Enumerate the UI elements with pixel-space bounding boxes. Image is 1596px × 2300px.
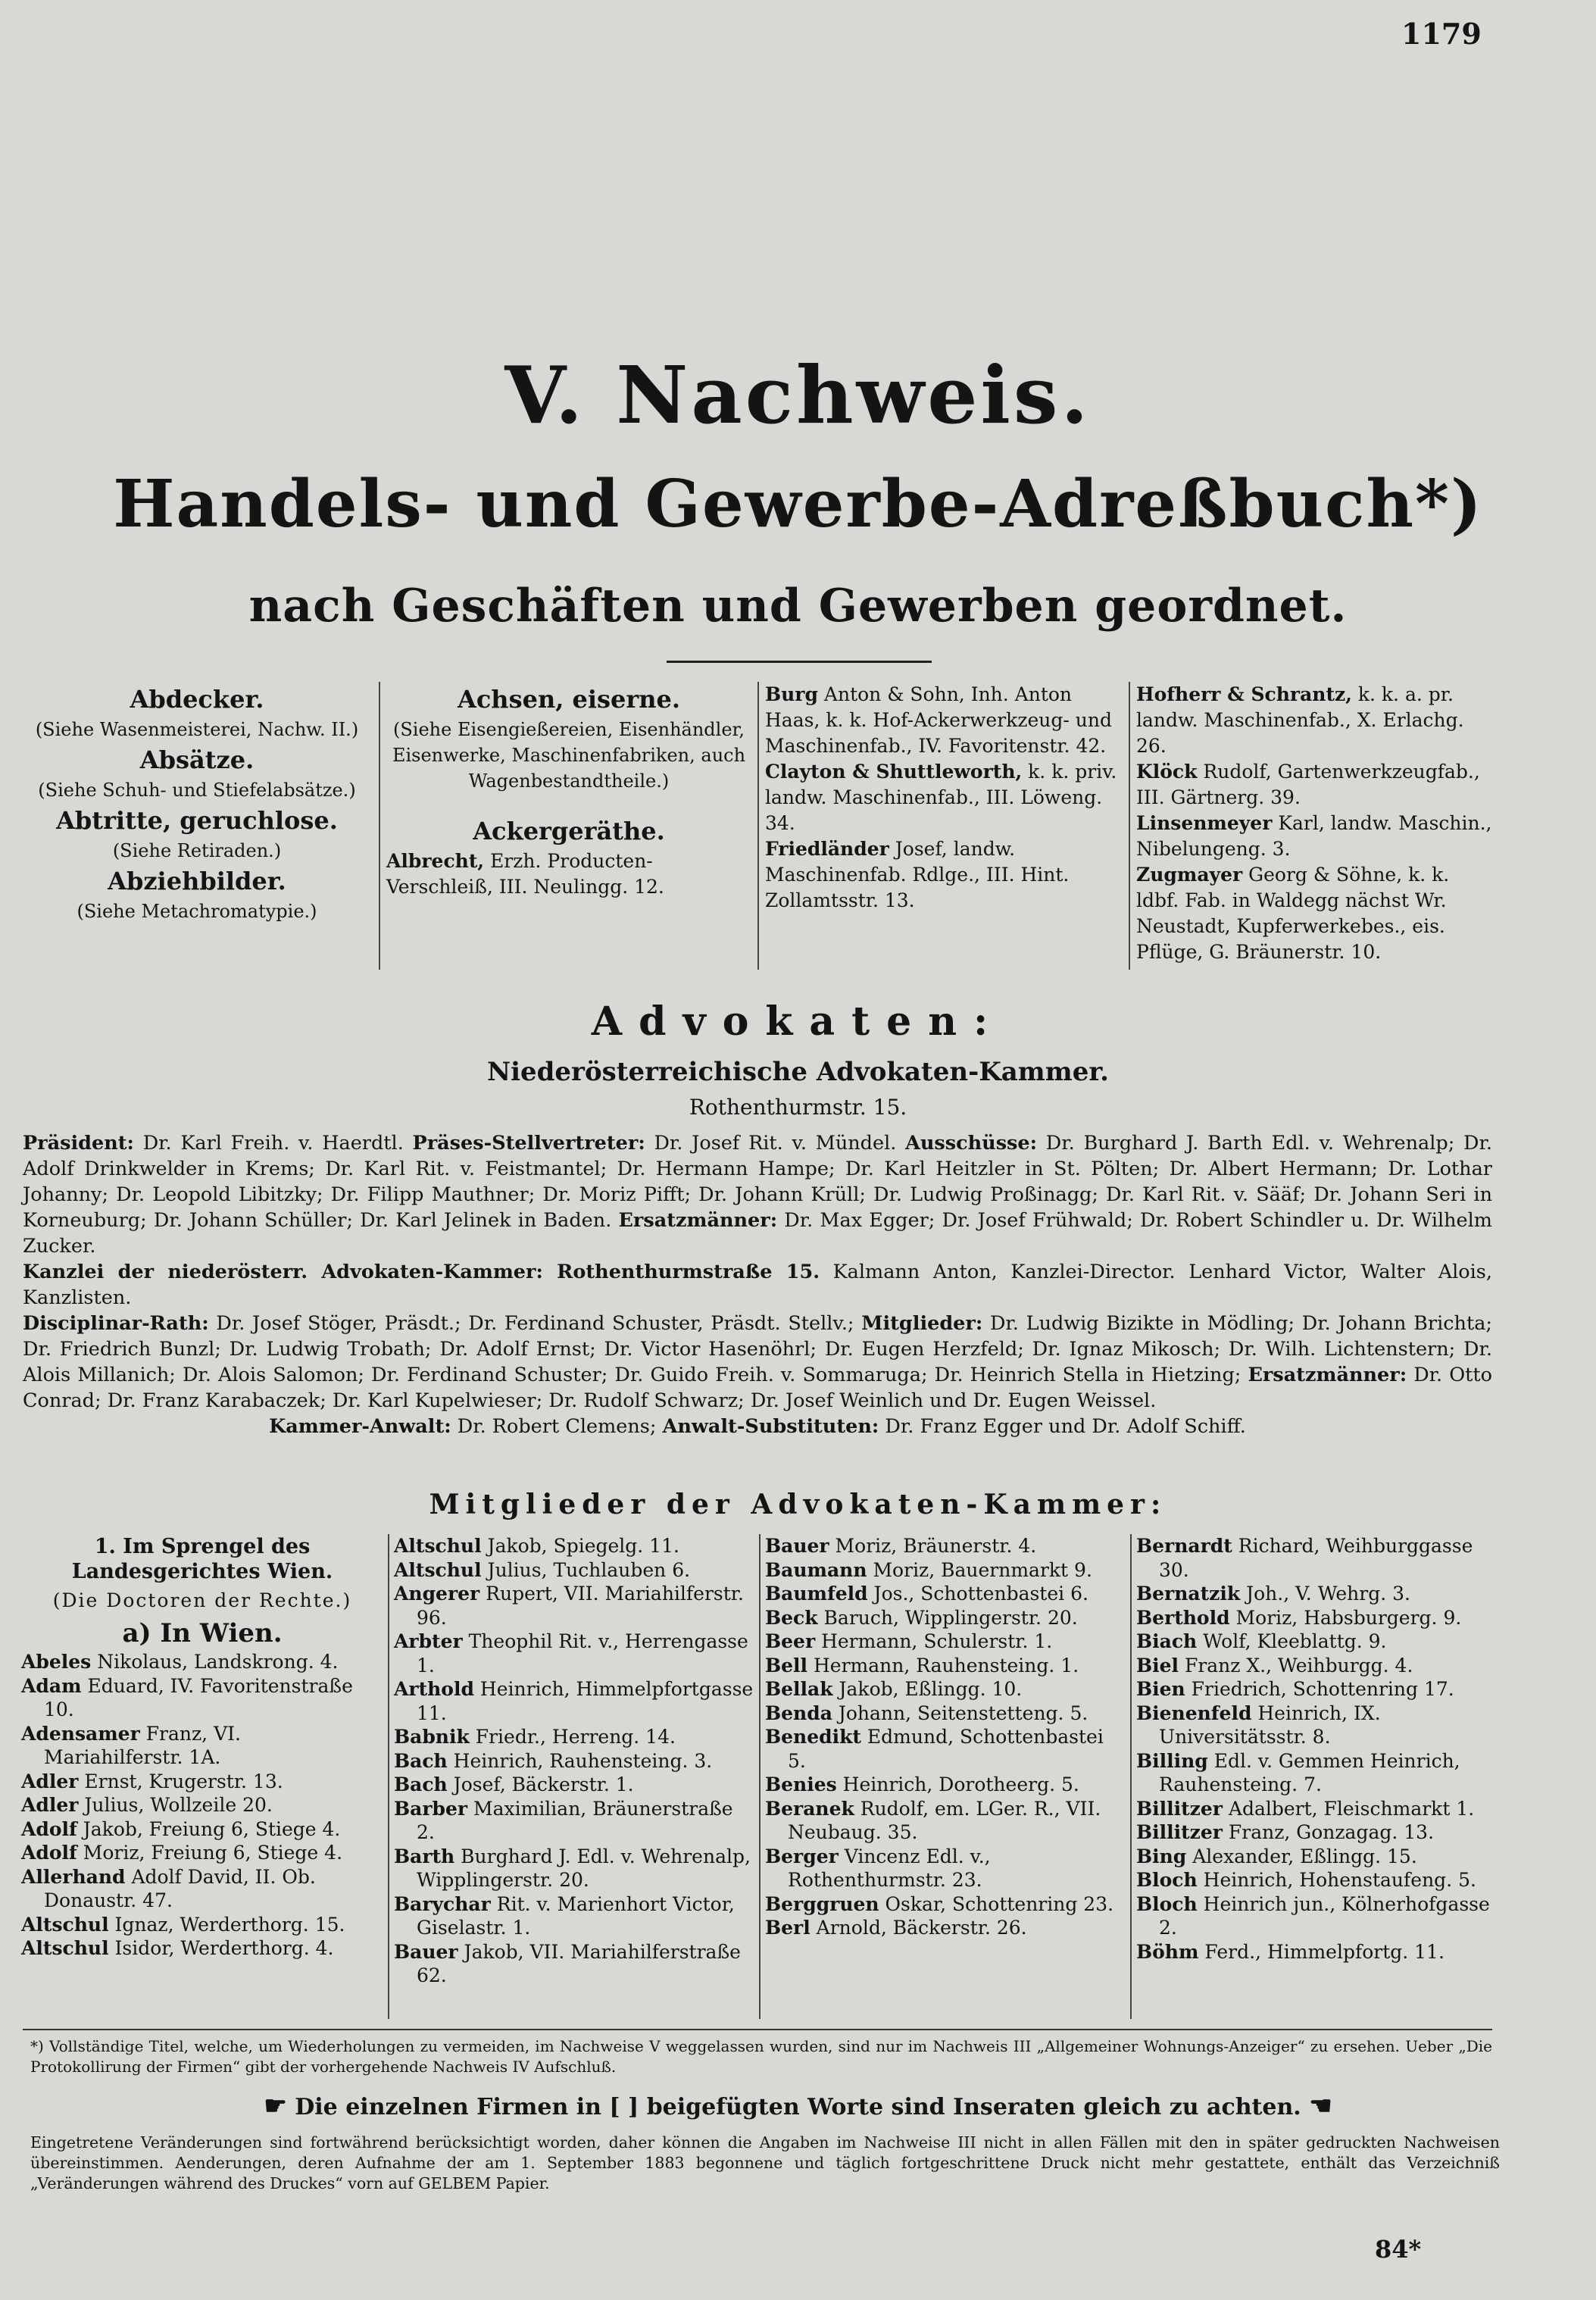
member-name: Adler bbox=[21, 1794, 79, 1816]
member-address: Rudolf, em. LGer. R., VII. Neubaug. 35. bbox=[788, 1797, 1101, 1843]
role-label: Disciplinar-Rath: bbox=[23, 1312, 209, 1335]
footnote: *) Vollständige Titel, welche, um Wiederholungen zu vermeiden, im Nachweise V weggelassen wurden, sind nur im Nachweis III „Allgemeiner Wohnungs-Anzeiger“ zu ersehen. Ueber „Die Protokollirung der Firmen“ gibt der vorhergehende Nachweis IV Aufschluß. bbox=[30, 2037, 1492, 2076]
footnote-divider bbox=[23, 2029, 1492, 2030]
member-entry bbox=[1136, 1534, 1497, 1582]
member-entry bbox=[21, 1817, 383, 1842]
member-address: Josef, Bäckerstr. 1. bbox=[447, 1773, 634, 1795]
business-details: k. k. a. pr. landw. Maschinenfab., X. Erlachg. 26. bbox=[1136, 683, 1464, 757]
changes-notice: Eingetretene Veränderungen sind fortwährend berücksichtigt worden, daher können die Angaben im Nachweise III nicht in allen Fällen mit den in später gedruckten Nachweisen übereinstimmen. Aenderungen, deren Aufnahme der am 1. September 1883 begonnene und täglich fortgeschrittene Druck nicht mehr gestattete, enthält das Verzeichniß „Veränderungen während des Druckes“ vorn auf GELBEM Papier. bbox=[30, 2133, 1500, 2192]
trade-index-column-3 bbox=[757, 682, 1129, 970]
member-name: Allerhand bbox=[21, 1865, 126, 1888]
member-address: Ernst, Krugerstr. 13. bbox=[78, 1770, 283, 1792]
member-entry bbox=[394, 1773, 754, 1797]
members-list bbox=[17, 1534, 1501, 2019]
member-entry bbox=[394, 1558, 754, 1583]
pointing-hand-icon: ☚ bbox=[1309, 2091, 1332, 2121]
title-divider bbox=[667, 661, 932, 663]
members-column-3 bbox=[759, 1534, 1130, 2019]
member-name: Bien bbox=[1136, 1678, 1185, 1700]
role-label: Kammer-Anwalt: bbox=[269, 1415, 451, 1438]
member-entry bbox=[765, 1582, 1126, 1606]
member-address: Theophil Rit. v., Herrengasse 1. bbox=[417, 1630, 748, 1677]
sheet-signature: 84* bbox=[1375, 2235, 1422, 2264]
member-name: Angerer bbox=[394, 1583, 480, 1605]
member-entry bbox=[765, 1916, 1126, 1940]
member-entry bbox=[765, 1677, 1126, 1702]
business-details: k. k. priv. landw. Maschinenfab., III. Löweng. 34. bbox=[765, 761, 1117, 834]
business-details: Karl, landw. Maschin., Nibelungeng. 3. bbox=[1136, 812, 1492, 860]
member-entry bbox=[394, 1582, 754, 1630]
member-entry bbox=[1136, 1654, 1497, 1678]
member-address: Adolf David, II. Ob. Donaustr. 47. bbox=[44, 1865, 316, 1911]
business-entry bbox=[386, 848, 751, 900]
member-address: Richard, Weihburggasse 30. bbox=[1159, 1535, 1473, 1581]
member-name: Böhm bbox=[1136, 1940, 1199, 1963]
member-entry bbox=[765, 1797, 1126, 1845]
member-address: Julius, Wollzeile 20. bbox=[78, 1794, 273, 1816]
member-address: Jakob, Spiegelg. 11. bbox=[481, 1535, 679, 1557]
member-entry bbox=[765, 1773, 1126, 1797]
member-entry bbox=[1136, 1582, 1497, 1606]
member-name: Arbter bbox=[394, 1630, 463, 1652]
business-entry bbox=[1136, 862, 1494, 965]
member-entry bbox=[394, 1630, 754, 1677]
member-address: Rit. v. Marienhort Victor, Giselastr. 1. bbox=[417, 1892, 735, 1939]
member-entry bbox=[21, 1674, 383, 1722]
member-address: Isidor, Werderthorg. 4. bbox=[108, 1937, 334, 1959]
member-address: Vincenz Edl. v., Rothenthurmstr. 23. bbox=[788, 1845, 991, 1891]
member-address: Jakob, Freiung 6, Stiege 4. bbox=[77, 1817, 341, 1840]
role-names: Dr. Josef Stöger, Präsdt.; Dr. Ferdinand Schuster, Präsdt. Stellv.; bbox=[208, 1312, 862, 1335]
member-name: Berthold bbox=[1136, 1606, 1230, 1629]
trade-heading: Abdecker. bbox=[130, 685, 264, 714]
member-address: Moriz, Bräunerstr. 4. bbox=[829, 1535, 1037, 1557]
member-entry bbox=[394, 1940, 754, 1988]
member-name: Arthold bbox=[394, 1678, 474, 1700]
role-label: Präsident: bbox=[23, 1132, 134, 1155]
trade-heading: Abtritte, geruchlose. bbox=[56, 806, 338, 835]
member-address: Eduard, IV. Favoritenstraße 10. bbox=[44, 1674, 353, 1720]
trade-entry bbox=[21, 682, 373, 742]
member-entry bbox=[21, 1722, 383, 1770]
business-entry bbox=[1136, 811, 1494, 862]
member-entry bbox=[1136, 1797, 1497, 1821]
member-address: Heinrich, Himmelpfortgasse 11. bbox=[417, 1678, 754, 1724]
role-label: Präses-Stellvertreter: bbox=[412, 1132, 645, 1155]
member-entry bbox=[394, 1845, 754, 1892]
district-heading: 1. Im Sprengel des Landesgerichtes Wien. bbox=[71, 1535, 333, 1583]
business-entry bbox=[1136, 682, 1494, 759]
member-name: Adam bbox=[21, 1674, 82, 1697]
kammer-paragraph bbox=[23, 1130, 1492, 1259]
member-entry bbox=[394, 1892, 754, 1940]
trade-reference: (Siehe Metachromatypie.) bbox=[77, 901, 317, 922]
member-name: Baumfeld bbox=[765, 1583, 868, 1605]
member-address: Franz, VI. Mariahilferstr. 1A. bbox=[44, 1722, 241, 1768]
member-address: Hermann, Rauhensteing. 1. bbox=[807, 1654, 1079, 1677]
member-entry bbox=[765, 1845, 1126, 1892]
business-entry bbox=[765, 759, 1123, 836]
role-label: Ersatzmänner: bbox=[618, 1209, 778, 1232]
business-entry bbox=[765, 836, 1123, 914]
city-heading: a) In Wien. bbox=[122, 1617, 283, 1648]
member-address: Jakob, Eßlingg. 10. bbox=[832, 1678, 1023, 1700]
pointing-hand-icon: ☛ bbox=[264, 2091, 287, 2121]
role-label: Anwalt-Substituten: bbox=[662, 1415, 879, 1438]
member-name: Berger bbox=[765, 1845, 839, 1867]
member-entry bbox=[394, 1534, 754, 1558]
member-name: Adolf bbox=[21, 1817, 77, 1840]
member-address: Friedrich, Schottenring 17. bbox=[1185, 1678, 1454, 1700]
member-name: Beer bbox=[765, 1630, 816, 1652]
member-address: Jos., Schottenbastei 6. bbox=[867, 1583, 1088, 1605]
kammer-paragraph bbox=[23, 1414, 1492, 1439]
business-name: Friedländer bbox=[765, 838, 889, 860]
member-address: Heinrich, Dorotheerg. 5. bbox=[836, 1773, 1079, 1795]
member-entry bbox=[21, 1913, 383, 1937]
member-entry bbox=[1136, 1749, 1497, 1797]
member-name: Berggruen bbox=[765, 1892, 879, 1915]
role-names: Dr. Ludwig Bizikte in Mödling; Dr. Johann Brichta; Dr. Friedrich Bunzl; Dr. Ludwig Trobath; Dr. Adolf Ernst; Dr. Victor Hasenöhrl; Dr. Eugen Herzfeld; Dr. Ignaz Mikosch; Dr. Wilh. Lichtenstern; Dr. Alois Millanich; Dr. Alois Salomon; Dr. Ferdinand Schuster; Dr. Guido Freih. v. Sommaruga; Dr. Heinrich Stella in Hietzing; bbox=[23, 1312, 1493, 1386]
role-label: Mitglieder: bbox=[861, 1312, 983, 1335]
member-entry bbox=[1136, 1606, 1497, 1630]
member-name: Benedikt bbox=[765, 1726, 861, 1748]
member-entry bbox=[21, 1936, 383, 1961]
member-address: Julius, Tuchlauben 6. bbox=[481, 1558, 691, 1581]
trade-entry bbox=[21, 742, 373, 803]
trade-heading: Abziehbilder. bbox=[108, 867, 286, 895]
trade-entry bbox=[21, 864, 373, 924]
section-title: V. Nachweis. bbox=[504, 348, 1092, 442]
member-name: Altschul bbox=[21, 1937, 109, 1959]
business-entry bbox=[765, 682, 1123, 759]
member-address: Nikolaus, Landskrong. 4. bbox=[91, 1651, 339, 1673]
member-entry bbox=[21, 1865, 383, 1913]
member-name: Bloch bbox=[1136, 1892, 1198, 1915]
member-entry bbox=[21, 1793, 383, 1817]
business-name: Burg bbox=[765, 683, 818, 705]
member-entry bbox=[765, 1630, 1126, 1654]
member-entry bbox=[1136, 1702, 1497, 1749]
member-name: Bloch bbox=[1136, 1869, 1198, 1891]
trade-heading: Achsen, eiserne. bbox=[457, 685, 680, 714]
member-name: Bienenfeld bbox=[1136, 1702, 1252, 1724]
member-name: Bing bbox=[1136, 1845, 1187, 1867]
member-entry bbox=[1136, 1845, 1497, 1869]
member-entry bbox=[1136, 1820, 1497, 1845]
member-entry bbox=[1136, 1630, 1497, 1654]
member-name: Bach bbox=[394, 1749, 448, 1772]
member-address: Moriz, Habsburgerg. 9. bbox=[1229, 1606, 1462, 1629]
member-address: Heinrich, Rauhensteing. 3. bbox=[447, 1749, 713, 1772]
member-name: Adler bbox=[21, 1770, 79, 1792]
trade-entry bbox=[21, 803, 373, 864]
trade-reference: (Siehe Schuh- und Stiefelabsätze.) bbox=[38, 780, 356, 801]
page-number: 1179 bbox=[1401, 17, 1482, 51]
member-address: Maximilian, Bräunerstraße 2. bbox=[417, 1797, 733, 1843]
member-entry bbox=[21, 1650, 383, 1674]
kammer-officers bbox=[23, 1130, 1492, 1439]
members-column-4 bbox=[1130, 1534, 1501, 2019]
member-address: Oskar, Schottenring 23. bbox=[879, 1892, 1114, 1915]
member-name: Bauer bbox=[394, 1940, 458, 1963]
member-entry bbox=[765, 1702, 1126, 1726]
role-names: Dr. Karl Freih. v. Haerdtl. bbox=[133, 1132, 413, 1155]
member-name: Babnik bbox=[394, 1726, 470, 1748]
trade-reference: (Siehe Wasenmeisterei, Nachw. II.) bbox=[35, 719, 359, 740]
member-name: Adensamer bbox=[21, 1722, 140, 1745]
member-address: Edl. v. Gemmen Heinrich, Rauhensteing. 7. bbox=[1159, 1749, 1460, 1795]
trade-index-column-1 bbox=[15, 682, 379, 970]
member-entry bbox=[765, 1534, 1126, 1558]
book-subtitle: nach Geschäften und Gewerben geordnet. bbox=[248, 580, 1348, 633]
member-entry bbox=[394, 1725, 754, 1749]
kammer-heading: Niederösterreichische Advokaten-Kammer. bbox=[487, 1057, 1109, 1087]
kammer-paragraph bbox=[23, 1311, 1492, 1414]
member-address: Jakob, VII. Mariahilferstraße 62. bbox=[417, 1940, 741, 1986]
member-name: Billitzer bbox=[1136, 1821, 1223, 1843]
member-entry bbox=[394, 1797, 754, 1845]
member-entry bbox=[1136, 1892, 1497, 1940]
business-name: Klöck bbox=[1136, 761, 1198, 783]
member-entry bbox=[21, 1841, 383, 1865]
member-name: Beck bbox=[765, 1606, 818, 1629]
business-details: Georg & Söhne, k. k. ldbf. Fab. in Waldegg nächst Wr. Neustadt, Kupferwerkebes., eis. Pflüge, G. Bräunerstr. 10. bbox=[1136, 864, 1450, 963]
member-address: Moriz, Bauernmarkt 9. bbox=[867, 1558, 1092, 1581]
member-address: Baruch, Wipplingerstr. 20. bbox=[817, 1606, 1078, 1629]
member-address: Johann, Seitenstetteng. 5. bbox=[832, 1702, 1088, 1724]
kammer-paragraph bbox=[23, 1259, 1492, 1311]
member-name: Biach bbox=[1136, 1630, 1198, 1652]
member-name: Altschul bbox=[394, 1558, 482, 1581]
role-names: Kalmann Anton, Kanzlei-Director. Lenhard Victor, Walter Alois, Kanzlisten. bbox=[23, 1261, 1493, 1309]
business-details: Anton & Sohn, Inh. Anton Haas, k. k. Hof-Ackerwerkzeug- und Maschinenfab., IV. Favoritenstr. 42. bbox=[765, 683, 1112, 757]
business-details: Erzh. Producten-Verschleiß, III. Neulingg. 12. bbox=[386, 850, 664, 898]
trade-heading: Ackergeräthe. bbox=[473, 817, 665, 845]
member-name: Altschul bbox=[394, 1535, 482, 1557]
member-entry bbox=[765, 1558, 1126, 1583]
advokaten-heading: Advokaten: bbox=[591, 998, 1005, 1045]
role-label: Ausschüsse: bbox=[905, 1132, 1038, 1155]
member-address: Franz, Gonzagag. 13. bbox=[1222, 1821, 1435, 1843]
member-entry bbox=[1136, 1868, 1497, 1892]
member-address: Heinrich, IX. Universitätsstr. 8. bbox=[1159, 1702, 1381, 1748]
member-name: Barber bbox=[394, 1797, 468, 1820]
business-name: Zugmayer bbox=[1136, 864, 1243, 886]
member-name: Adolf bbox=[21, 1842, 77, 1864]
trade-index-column-4 bbox=[1129, 682, 1500, 970]
trade-heading: Absätze. bbox=[139, 745, 255, 774]
member-name: Bauer bbox=[765, 1535, 829, 1557]
member-address: Adalbert, Fleischmarkt 1. bbox=[1222, 1797, 1475, 1820]
member-entry bbox=[765, 1654, 1126, 1678]
member-name: Billing bbox=[1136, 1749, 1208, 1772]
trade-index-column-2 bbox=[379, 682, 757, 970]
member-name: Benda bbox=[765, 1702, 832, 1724]
member-address: Heinrich, Hohenstaufeng. 5. bbox=[1197, 1869, 1476, 1891]
member-name: Billitzer bbox=[1136, 1797, 1223, 1820]
member-entry bbox=[21, 1770, 383, 1794]
member-address: Wolf, Kleeblattg. 9. bbox=[1197, 1630, 1387, 1652]
notice-text: Die einzelnen Firmen in [ ] beigefügten Worte sind Inseraten gleich zu achten. bbox=[295, 2094, 1301, 2120]
role-label: Ersatzmänner: bbox=[1248, 1364, 1407, 1386]
trade-index bbox=[15, 682, 1500, 970]
member-name: Barth bbox=[394, 1845, 455, 1867]
business-details: Rudolf, Gartenwerkzeugfab., III. Gärtnerg. 39. bbox=[1136, 761, 1480, 808]
member-name: Barychar bbox=[394, 1892, 491, 1915]
member-entry bbox=[765, 1725, 1126, 1773]
member-name: Benies bbox=[765, 1773, 837, 1795]
member-name: Bellak bbox=[765, 1678, 833, 1700]
district-note: (Die Doctoren der Rechte.) bbox=[52, 1589, 352, 1611]
member-address: Arnold, Bäckerstr. 26. bbox=[810, 1917, 1027, 1939]
members-column-1 bbox=[17, 1534, 388, 2019]
role-names: Dr. Robert Clemens; bbox=[451, 1415, 663, 1438]
member-name: Bernardt bbox=[1136, 1535, 1232, 1557]
business-name: Hofherr & Schrantz, bbox=[1136, 683, 1352, 705]
member-address: Rupert, VII. Mariahilferstr. 96. bbox=[417, 1583, 744, 1629]
business-entry bbox=[1136, 759, 1494, 811]
member-address: Franz X., Weihburgg. 4. bbox=[1179, 1654, 1413, 1677]
role-names: Dr. Otto Conrad; Dr. Franz Karabaczek; Dr. Karl Kupelwieser; Dr. Rudolf Schwarz; Dr. Josef Weinlich und Dr. Eugen Weissel. bbox=[23, 1364, 1492, 1412]
member-entry bbox=[1136, 1940, 1497, 1964]
business-details: Josef, landw. Maschinenfab. Rdlge., III. Hint. Zollamtsstr. 13. bbox=[765, 838, 1070, 911]
member-name: Altschul bbox=[21, 1913, 109, 1936]
member-name: Berl bbox=[765, 1917, 810, 1939]
role-names: Dr. Franz Egger und Dr. Adolf Schiff. bbox=[879, 1415, 1246, 1438]
member-name: Biel bbox=[1136, 1654, 1179, 1677]
member-address: Burghard J. Edl. v. Wehrenalp, Wipplingerstr. 20. bbox=[417, 1845, 751, 1891]
member-name: Abeles bbox=[21, 1651, 92, 1673]
member-entry bbox=[1136, 1677, 1497, 1702]
member-address: Joh., V. Wehrg. 3. bbox=[1240, 1583, 1410, 1605]
role-names: Dr. Burghard J. Barth Edl. v. Wehrenalp; Dr. Adolf Drinkwelder in Krems; Dr. Karl Rit. v. Feistmantel; Dr. Hermann Hampe; Dr. Karl Heitzler in St. Pölten; Dr. Albert Hermann; Dr. Lothar Johanny; Dr. Leopold Libitzky; Dr. Filipp Mauthner; Dr. Moriz Pifft; Dr. Johann Krüll; Dr. Ludwig Proßinagg; Dr. Karl Rit. v. Sääf; Dr. Johann Seri in Korneuburg; Dr. Johann Schüller; Dr. Karl Jelinek in Baden. bbox=[23, 1132, 1492, 1232]
trade-reference: (Siehe Retiraden.) bbox=[112, 840, 282, 861]
members-heading: Mitglieder der Advokaten-Kammer: bbox=[429, 1489, 1167, 1520]
member-address: Friedr., Herreng. 14. bbox=[469, 1726, 676, 1748]
member-address: Moriz, Freiung 6, Stiege 4. bbox=[77, 1842, 343, 1864]
member-entry bbox=[394, 1749, 754, 1773]
member-name: Baumann bbox=[765, 1558, 867, 1581]
member-entry bbox=[765, 1606, 1126, 1630]
member-address: Ferd., Himmelpfortg. 11. bbox=[1198, 1940, 1445, 1963]
inserate-notice bbox=[0, 2091, 1596, 2121]
role-label: Kanzlei der niederösterr. Advokaten-Kammer: Rothenthurmstraße 15. bbox=[23, 1261, 820, 1283]
member-address: Ignaz, Werderthorg. 15. bbox=[108, 1913, 345, 1936]
member-address: Hermann, Schulerstr. 1. bbox=[815, 1630, 1053, 1652]
book-title: Handels- und Gewerbe-Adreßbuch*) bbox=[113, 466, 1483, 542]
member-name: Bach bbox=[394, 1773, 448, 1795]
member-address: Alexander, Eßlingg. 15. bbox=[1186, 1845, 1417, 1867]
member-entry bbox=[394, 1677, 754, 1725]
business-name: Clayton & Shuttleworth, bbox=[765, 761, 1023, 783]
role-names: Dr. Josef Rit. v. Mündel. bbox=[645, 1132, 906, 1155]
members-column-2 bbox=[388, 1534, 759, 2019]
role-names: Dr. Max Egger; Dr. Josef Frühwald; Dr. Robert Schindler u. Dr. Wilhelm Zucker. bbox=[23, 1209, 1492, 1258]
trade-reference: (Siehe Eisengießereien, Eisenhändler, Eisenwerke, Maschinenfabriken, auch Wagenbestandtheile.) bbox=[392, 719, 746, 792]
kammer-address: Rothenthurmstr. 15. bbox=[689, 1095, 907, 1120]
member-name: Bernatzik bbox=[1136, 1583, 1241, 1605]
member-entry bbox=[765, 1892, 1126, 1917]
member-address: Heinrich jun., Kölnerhofgasse 2. bbox=[1159, 1892, 1490, 1939]
business-name: Linsenmeyer bbox=[1136, 812, 1273, 834]
member-address: Edmund, Schottenbastei 5. bbox=[788, 1726, 1104, 1772]
member-name: Beranek bbox=[765, 1797, 854, 1820]
member-name: Bell bbox=[765, 1654, 808, 1677]
business-name: Albrecht, bbox=[386, 850, 485, 872]
